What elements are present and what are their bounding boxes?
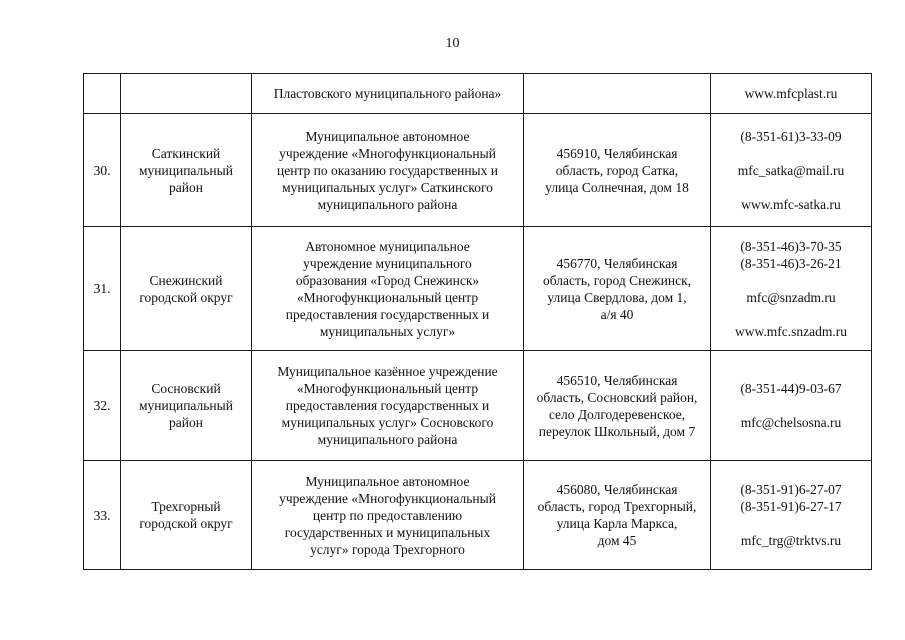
contacts-cell	[711, 461, 872, 570]
district-line: муниципальный	[139, 398, 233, 413]
organization-cell	[252, 74, 524, 114]
contacts-cell	[711, 114, 872, 227]
website-link[interactable]: www.mfcplast.ru	[744, 86, 838, 101]
district-cell	[121, 114, 252, 227]
organization-line: государственных и муниципальных	[284, 524, 491, 540]
organization-line: предоставления государственных и	[285, 306, 490, 322]
address-line: переулок Школьный, дом 7	[538, 423, 696, 439]
organization-line: услуг» города Трехгорного	[310, 541, 465, 557]
district-line: Снежинский	[149, 272, 223, 288]
website-link[interactable]: www.mfc.snzadm.ru	[735, 323, 847, 339]
organization-cell	[252, 114, 524, 227]
organization-line: учреждение муниципального	[303, 255, 472, 271]
organization-line: муниципального района	[317, 196, 458, 212]
address-line: 456510, Челябинская	[556, 372, 678, 388]
organization-line: учреждение «Многофункциональный	[279, 145, 496, 161]
address-line: улица Свердлова, дом 1,	[547, 289, 687, 305]
organization-line: Муниципальное автономное	[305, 473, 470, 489]
district-cell	[121, 351, 252, 461]
organization-line: муниципальных услуг» Сосновского	[281, 415, 494, 430]
contacts-cell	[711, 351, 872, 461]
table-row	[84, 461, 872, 570]
organization-line: центр по предоставлению	[312, 507, 463, 523]
table-row	[84, 114, 872, 227]
row-number-cell	[84, 461, 121, 570]
row-number: 30.	[93, 162, 111, 178]
district-line: городской округ	[139, 289, 233, 305]
district-line: городской округ	[139, 516, 233, 531]
email-link[interactable]: mfc_trg@trktvs.ru	[740, 533, 842, 548]
row-number-cell	[84, 351, 121, 461]
row-number-cell	[84, 114, 121, 227]
page-number: 10	[445, 36, 460, 51]
organization-line: образования «Город Снежинск»	[295, 272, 480, 288]
district-line: район	[169, 179, 203, 195]
district-cell	[121, 461, 252, 570]
district-cell	[121, 227, 252, 351]
organization-line: учреждение «Многофункциональный	[279, 490, 496, 506]
contacts-cell	[711, 227, 872, 351]
district-line: Сосновский	[151, 381, 221, 396]
address-line: 456910, Челябинская	[556, 145, 678, 161]
address-cell	[524, 461, 711, 570]
address-line: область, Сосновский район,	[536, 389, 698, 405]
address-line: дом 45	[597, 533, 637, 548]
phone-number: (8-351-46)3-26-21	[740, 255, 842, 271]
phone-number: (8-351-44)9-03-67	[740, 381, 842, 396]
email-link[interactable]: mfc_satka@mail.ru	[737, 162, 845, 178]
row-number: 31.	[93, 281, 111, 296]
phone-number: (8-351-91)6-27-07	[740, 482, 842, 497]
organization-line: Автономное муниципальное	[305, 238, 470, 254]
organization-line: муниципальных услуг» Саткинского	[282, 179, 493, 195]
organization-line: муниципального района	[317, 432, 458, 447]
address-cell	[524, 351, 711, 461]
organization-line: «Многофункциональный центр	[296, 289, 479, 305]
address-cell	[524, 227, 711, 351]
organization-line: центр по оказанию государственных и	[277, 162, 498, 178]
address-line: село Долгодеревенское,	[548, 406, 686, 422]
organization-line: предоставления государственных и	[285, 398, 490, 413]
row-number-cell	[84, 74, 121, 114]
table-row	[84, 74, 872, 114]
address-line: область, город Сатка,	[555, 162, 679, 178]
address-line: 456080, Челябинская	[556, 482, 678, 497]
organization-line: муниципальных услуг»	[319, 323, 456, 339]
organization-line: Муниципальное автономное	[305, 128, 470, 144]
website-link[interactable]: www.mfc-satka.ru	[741, 196, 841, 212]
row-number: 33.	[93, 507, 111, 523]
address-line: а/я 40	[600, 306, 634, 322]
organization-line: Муниципальное казённое учреждение	[277, 364, 498, 379]
contacts-cell	[711, 74, 872, 114]
district-line: муниципальный	[139, 162, 233, 178]
email-link[interactable]: mfc@snzadm.ru	[746, 289, 836, 305]
phone-number: (8-351-91)6-27-17	[740, 499, 842, 514]
address-cell	[524, 114, 711, 227]
address-line: улица Солнечная, дом 18	[545, 179, 689, 195]
phone-number: (8-351-61)3-33-09	[740, 128, 842, 144]
address-line: улица Карла Маркса,	[556, 516, 678, 531]
organization-cell	[252, 351, 524, 461]
email-link[interactable]: mfc@chelsosna.ru	[740, 415, 842, 430]
organization-line: «Многофункциональный центр	[296, 381, 479, 396]
row-number-cell	[84, 227, 121, 351]
table-row	[84, 351, 872, 461]
address-line: область, город Трехгорный,	[537, 499, 697, 514]
phone-number: (8-351-46)3-70-35	[740, 238, 842, 254]
table-row	[84, 227, 872, 351]
district-line: Саткинский	[151, 145, 221, 161]
organization-cell	[252, 461, 524, 570]
district-line: район	[169, 415, 203, 430]
address-cell	[524, 74, 711, 114]
mfc-registry-table	[83, 73, 872, 570]
address-line: область, город Снежинск,	[542, 272, 692, 288]
address-line: 456770, Челябинская	[556, 255, 678, 271]
row-number: 32.	[93, 398, 111, 413]
organization-cell	[252, 227, 524, 351]
district-line: Трехгорный	[151, 499, 221, 514]
organization-line: Пластовского муниципального района»	[273, 86, 502, 101]
district-cell	[121, 74, 252, 114]
